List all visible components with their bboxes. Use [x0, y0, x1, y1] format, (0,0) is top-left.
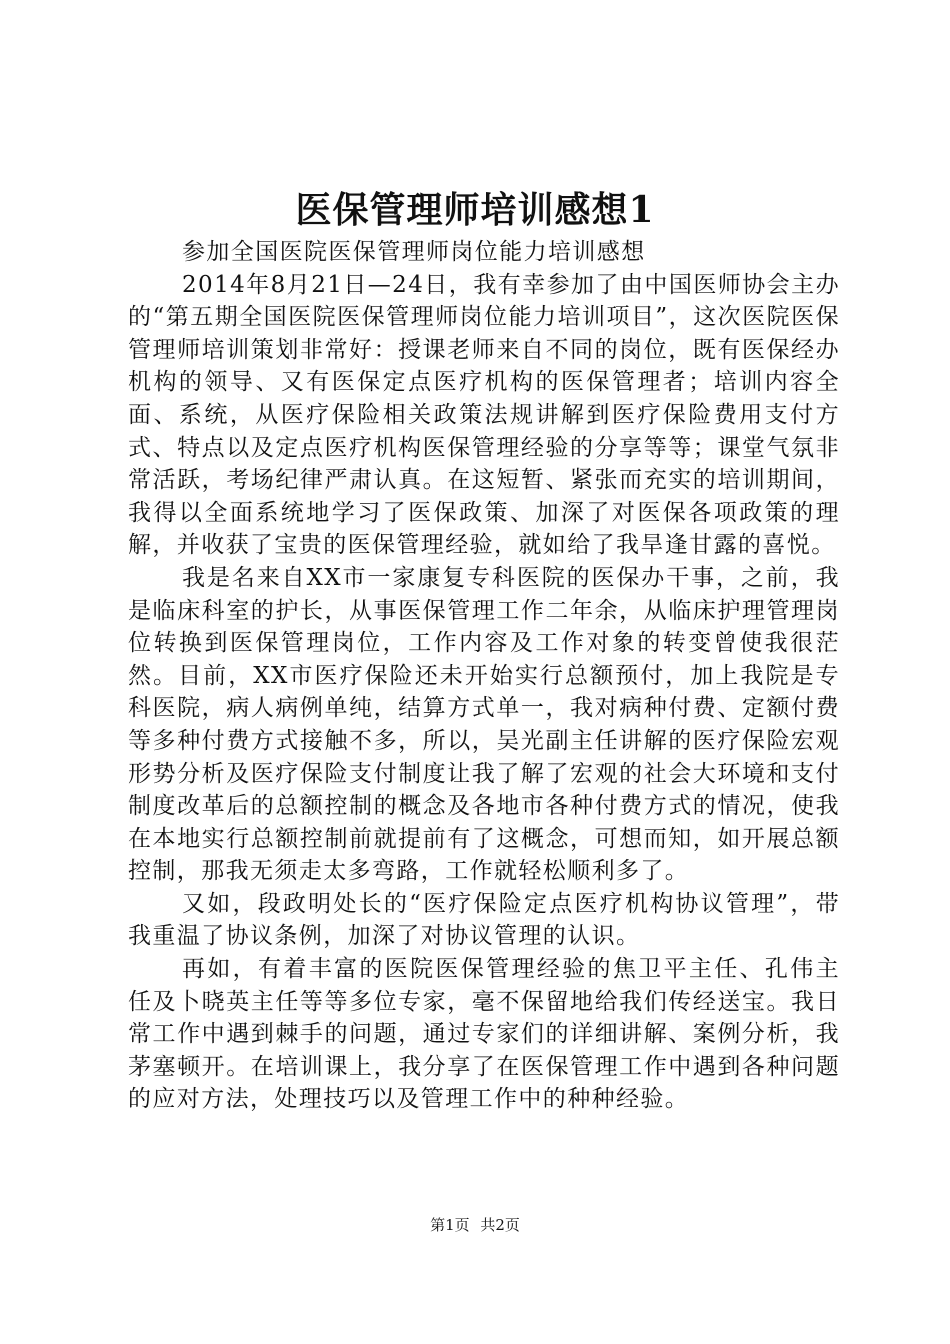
document-subtitle: 参加全国医院医保管理师岗位能力培训感想 [182, 239, 646, 265]
paragraph-4: 再如，有着丰富的医院医保管理经验的焦卫平主任、孔伟主任及卜晓英主任等等多位专家，毫不保留地给我们传经送宝。我日常工作中遇到棘手的问题，通过专家们的详细讲解、案例分析，我茅塞顿开。在培训课上，我分享了在医保管理工作中遇到各种问题的应对方法，处理技巧以及管理工作中的种种经验。 [128, 956, 840, 1113]
document-body [128, 236, 840, 1116]
page-footer [0, 1214, 950, 1236]
paragraph-3: 又如，段政明处长的“医疗保险定点医疗机构协议管理”，带我重温了协议条例，加深了对协议管理的认识。 [128, 890, 840, 950]
document-title: 医保管理师培训感想1 [295, 189, 655, 231]
paragraph-2: 我是名来自XX市一家康复专科医院的医保办干事，之前，我是临床科室的护长，从事医保管理工作二年余，从临床护理管理岗位转换到医保管理岗位，工作内容及工作对象的转变曾使我很茫然。目前，XX市医疗保险还未开始实行总额预付，加上我院是专科医院，病人病例单纯，结算方式单一，我对病种付费、定额付费等多种付费方式接触不多，所以，吴光副主任讲解的医疗保险宏观形势分析及医疗保险支付制度让我了解了宏观的社会大环境和支付制度改革后的总额控制的概念及各地市各种付费方式的情况，使我在本地实行总额控制前就提前有了这概念，可想而知，如开展总额控制，那我无须走太多弯路，工作就轻松顺利多了。 [128, 564, 840, 885]
paragraph-1: 2014年8月21日—24日，我有幸参加了由中国医师协会主办的“第五期全国医院医保管理师岗位能力培训项目”，这次医院医保管理师培训策划非常好：授课老师来自不同的岗位，既有医保经办机构的领导、又有医保定点医疗机构的医保管理者；培训内容全面、系统，从医疗保险相关政策法规讲解到医疗保险费用支付方式、特点以及定点医疗机构医保管理经验的分享等等；课堂气氛非常活跃，考场纪律严肃认真。在这短暂、紧张而充实的培训期间，我得以全面系统地学习了医保政策、加深了对医保各项政策的理解，并收获了宝贵的医保管理经验，就如给了我旱逢甘露的喜悦。 [128, 271, 840, 559]
page-number: 第1页 [430, 1216, 470, 1234]
page-total: 共2页 [480, 1216, 520, 1234]
